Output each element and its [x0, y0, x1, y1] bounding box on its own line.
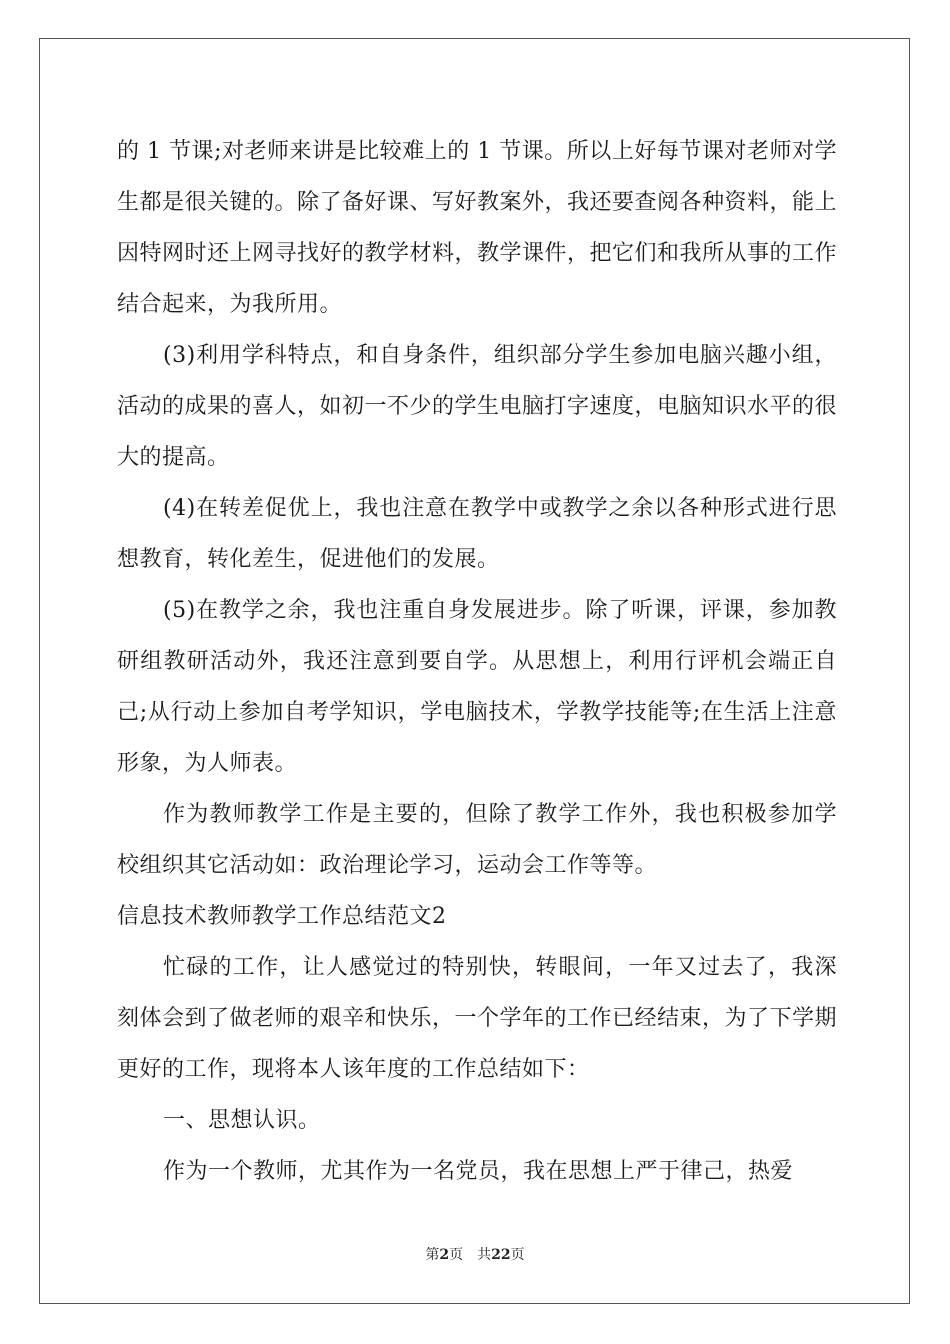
total-suffix: 页 — [510, 1247, 525, 1263]
page-suffix: 页 — [449, 1247, 464, 1263]
paragraph-8: 作为一个教师，尤其作为一名党员，我在思想上严于律己，热爱 — [163, 1159, 794, 1184]
section-heading: 信息技术教师教学工作总结范文2 — [117, 904, 447, 929]
paragraph-4: (5)在教学之余，我也注重自身发展进步。除了听课，评课，参加教研组教研活动外，我还注意到要自学。从思想上，利用行评机会端正自己;从行动上参加自考学知识，学电脑技术，学教学技能等;在生活上注意形象，为人师表。 — [117, 598, 837, 776]
page-total: 22 — [491, 1247, 511, 1263]
paragraph-1: 的 1 节课;对老师来讲是比较难上的 1 节课。所以上好每节课对老师对学生都是很关键的。除了备好课、写好教案外，我还要查阅各种资料，能上因特网时还上网寻找好的教学材料，教学课件，把它们和我所从事的工作结合起来，为我所用。 — [117, 139, 838, 317]
paragraph-2: (3)利用学科特点，和自身条件，组织部分学生参加电脑兴趣小组，活动的成果的喜人，如初一不少的学生电脑打字速度，电脑知识水平的很大的提高。 — [117, 343, 838, 470]
paragraph-7: 一、思想认识。 — [163, 1108, 321, 1133]
page-prefix: 第 — [425, 1247, 440, 1263]
paragraph-5: 作为教师教学工作是主要的，但除了教学工作外，我也积极参加学校组织其它活动如：政治理论学习，运动会工作等等。 — [117, 802, 837, 878]
page-footer — [0, 1244, 950, 1264]
paragraph-6: 忙碌的工作，让人感觉过的特别快，转眼间，一年又过去了，我深刻体会到了做老师的艰辛和快乐，一个学年的工作已经结束，为了下学期更好的工作，现将本人该年度的工作总结如下： — [117, 955, 838, 1082]
page-current: 2 — [439, 1247, 450, 1263]
document-body — [117, 126, 837, 1197]
total-prefix: 共 — [477, 1247, 492, 1263]
paragraph-3: (4)在转差促优上，我也注意在教学中或教学之余以各种形式进行思想教育，转化差生，促进他们的发展。 — [117, 496, 837, 572]
